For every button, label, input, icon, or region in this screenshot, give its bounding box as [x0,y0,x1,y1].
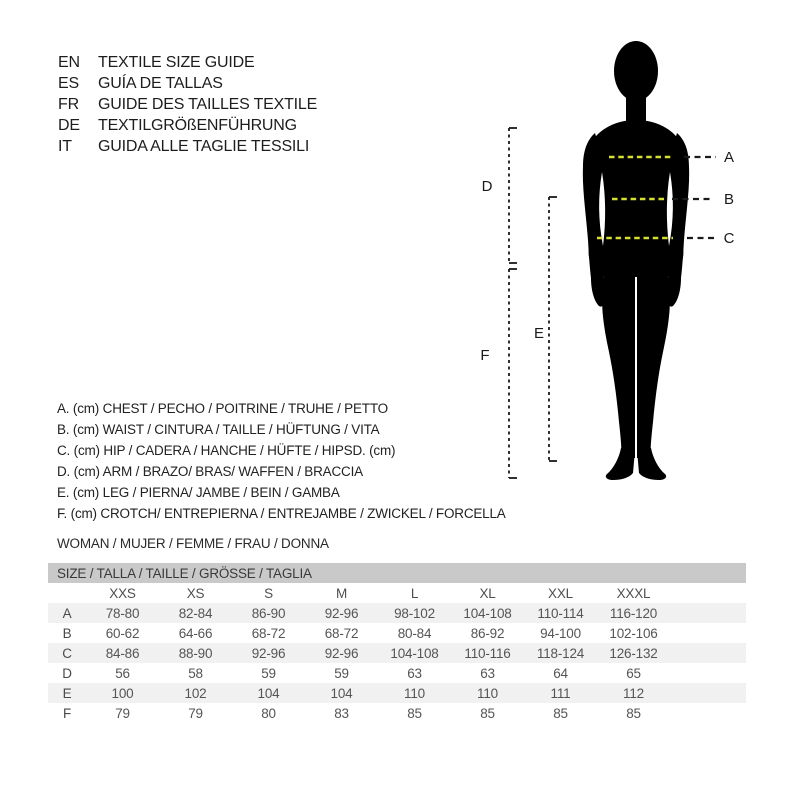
size-value-cell: 110 [404,685,425,701]
size-table-sizes-row [48,583,746,603]
woman-silhouette [583,41,689,480]
measurement-legend-row: A. (cm) CHEST / PECHO / POITRINE / TRUHE / PETTO [57,401,388,416]
silhouette-right-foot [637,448,666,480]
size-value-cell: 80 [261,705,276,721]
size-value-cell: 116-120 [609,605,658,621]
guide-title-translation: TEXTILGRÖßENFÜHRUNG [98,117,297,134]
size-value-cell: 85 [553,705,568,721]
size-value-cell: 63 [480,665,495,681]
size-column-header: XS [186,585,205,601]
size-value-cell: 65 [626,665,641,681]
silhouette-left-leg [602,272,635,458]
size-value-cell: 59 [261,665,276,681]
size-column-header: XL [479,585,496,601]
language-row [58,52,317,73]
size-value-cell: 83 [334,705,349,721]
language-code: FR [58,96,79,113]
language-row [58,136,317,157]
size-value-cell: 84-86 [105,645,140,661]
size-value-cell: 110-114 [537,605,584,621]
size-table-filler-cell [670,683,746,703]
size-column-header: XXS [109,585,136,601]
size-table-row [48,703,746,723]
size-table-title: SIZE / TALLA / TAILLE / GRÖSSE / TAGLIA [48,563,746,583]
size-column-header: XXL [548,585,573,601]
size-value-cell: 68-72 [324,625,359,641]
size-table-filler-cell [670,603,746,623]
size-value-cell: 59 [334,665,349,681]
language-row [58,73,317,94]
size-value-cell: 100 [111,685,134,701]
size-value-cell: 86-92 [470,625,505,641]
language-code: IT [58,138,72,155]
size-value-cell: 110-116 [464,645,511,661]
size-table-row [48,643,746,663]
size-value-cell: 85 [626,705,641,721]
size-table-wrap [48,563,746,723]
measurement-row-label: C [62,645,72,661]
size-column-header: XXXL [616,585,651,601]
guide-title-translation: GUIDE DES TAILLES TEXTILE [98,96,318,113]
size-value-cell: 79 [188,705,203,721]
size-table-filler-cell [670,623,746,643]
language-code: EN [58,54,80,71]
size-table-corner-cell [48,583,86,603]
size-value-cell: 102-106 [609,625,658,641]
size-column-header: S [264,585,273,601]
size-value-cell: 56 [115,665,130,681]
size-value-cell: 94-100 [540,625,581,641]
size-value-cell: 98-102 [394,605,435,621]
guide-title-translation: GUIDA ALLE TAGLIE TESSILI [98,138,310,155]
size-value-cell: 104-108 [463,605,512,621]
size-value-cell: 68-72 [251,625,286,641]
measurement-legend-row: B. (cm) WAIST / CINTURA / TAILLE / HÜFTUNG / VITA [57,422,380,437]
size-value-cell: 64 [553,665,568,681]
measurement-legend-row: D. (cm) ARM / BRAZO/ BRAS/ WAFFEN / BRACCIA [57,464,363,479]
size-value-cell: 64-66 [178,625,213,641]
size-value-cell: 111 [550,685,571,701]
size-value-cell: 110 [477,685,498,701]
crotch-marker-label: F [480,347,490,364]
size-table [48,563,746,723]
language-row [58,115,317,136]
size-value-cell: 112 [623,685,644,701]
size-value-cell: 102 [184,685,207,701]
size-column-header: M [335,585,348,601]
size-value-cell: 126-132 [609,645,658,661]
size-column-header: L [410,585,419,601]
size-table-row [48,683,746,703]
size-value-cell: 63 [407,665,422,681]
size-value-cell: 92-96 [324,645,359,661]
size-value-cell: 80-84 [397,625,432,641]
size-value-cell: 85 [480,705,495,721]
size-table-filler-cell [670,583,746,603]
size-value-cell: 82-84 [178,605,213,621]
size-value-cell: 86-90 [251,605,286,621]
silhouette-left-foot [606,448,635,480]
measurement-legend-row: C. (cm) HIP / CADERA / HANCHE / HÜFTE / HIPSD. (cm) [57,443,396,458]
silhouette-right-leg [637,272,670,458]
size-value-cell: 104 [330,685,353,701]
guide-title-translation: TEXTILE SIZE GUIDE [98,54,255,71]
size-table-row [48,663,746,683]
size-table-filler-cell [670,703,746,723]
size-table-title-bar [48,563,746,583]
size-value-cell: 79 [115,705,130,721]
chest-marker-label: A [723,149,735,166]
measurement-legend-row: E. (cm) LEG / PIERNA/ JAMBE / BEIN / GAMBA [57,485,340,500]
measurement-row-label: B [62,625,72,641]
size-table-body [48,603,746,723]
measurement-row-label: D [62,665,72,681]
size-value-cell: 85 [407,705,422,721]
measurement-legend [57,398,506,524]
language-code: DE [58,117,80,134]
leg-marker-label: E [533,325,545,342]
language-code: ES [58,75,79,92]
size-value-cell: 92-96 [324,605,359,621]
waist-marker-label: B [723,191,735,208]
size-value-cell: 88-90 [178,645,213,661]
gender-group-title: WOMAN / MUJER / FEMME / FRAU / DONNA [57,536,329,551]
size-table-row [48,603,746,623]
measurement-row-label: E [62,685,72,701]
size-table-filler-cell [670,643,746,663]
language-title-list [58,52,317,157]
arm-marker-label: D [481,178,493,195]
language-row [58,94,317,115]
length-measure-lines [509,128,557,478]
size-value-cell: 118-124 [536,645,585,661]
hip-marker-label: C [723,230,735,247]
size-value-cell: 92-96 [251,645,286,661]
size-value-cell: 104 [257,685,280,701]
size-value-cell: 60-62 [105,625,140,641]
measurement-legend-row: F. (cm) CROTCH/ ENTREPIERNA / ENTREJAMBE / ZWICKEL / FORCELLA [57,506,506,521]
size-table-filler-cell [670,663,746,683]
size-value-cell: 58 [188,665,203,681]
size-value-cell: 104-108 [390,645,439,661]
measurement-row-label: F [62,705,72,721]
size-value-cell: 78-80 [105,605,140,621]
guide-title-translation: GUÍA DE TALLAS [98,75,223,92]
size-table-row [48,623,746,643]
measurement-row-label: A [62,605,72,621]
